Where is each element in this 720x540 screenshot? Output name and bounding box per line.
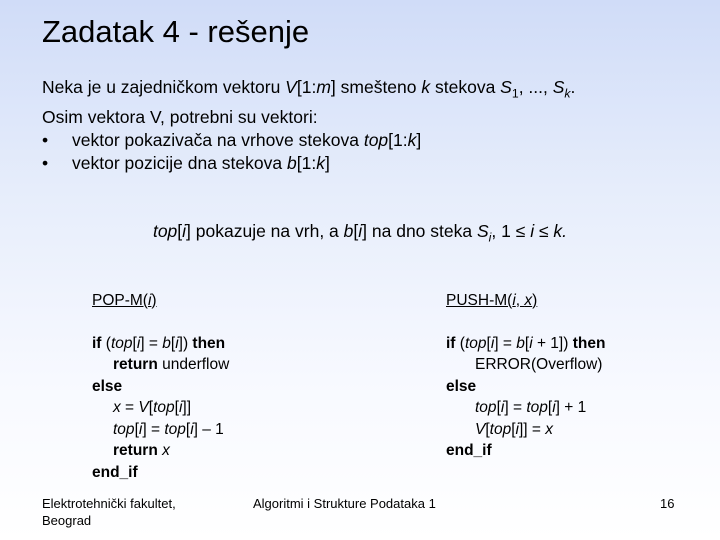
code-line	[446, 440, 605, 462]
code-line	[92, 462, 229, 484]
text: ]]	[182, 399, 192, 416]
text: [	[486, 334, 491, 352]
text: [	[148, 399, 154, 416]
text: (	[101, 334, 111, 352]
var-top: top	[153, 399, 175, 416]
text: ]	[416, 129, 422, 150]
text: .	[570, 77, 576, 97]
text: ] na dno steka	[362, 221, 477, 241]
text: [	[496, 399, 501, 416]
var-i: i	[512, 292, 516, 309]
var-i: i	[190, 420, 194, 438]
page-number: 16	[660, 496, 675, 511]
code-line	[92, 376, 229, 398]
var-top: top	[164, 420, 186, 438]
var-b: b	[516, 334, 525, 352]
var-V: V	[138, 399, 149, 416]
text: [	[547, 399, 553, 416]
var-b: b	[162, 334, 171, 352]
var-x: x	[157, 442, 170, 459]
intro-line-1	[42, 76, 712, 106]
text: ] =	[142, 420, 165, 438]
footer-institution	[42, 495, 176, 529]
text: ] – 1	[193, 420, 224, 438]
pop-m-algorithm	[92, 290, 229, 483]
var-V: V	[285, 77, 297, 97]
var-i: i	[525, 221, 539, 241]
var-top: top	[526, 399, 548, 416]
text: PUSH-M(	[446, 292, 513, 309]
var-k: k	[316, 152, 325, 173]
code-line	[446, 419, 605, 441]
code-line	[446, 376, 605, 398]
text: ] smešteno	[330, 77, 422, 97]
var-i: i	[136, 334, 141, 352]
text: + 1])	[532, 334, 573, 352]
keyword: else	[92, 377, 123, 395]
var-top: top	[464, 334, 487, 352]
slide-title: Zadatak 4 - rešenje	[42, 14, 310, 49]
code-line	[92, 354, 229, 376]
intro-text	[42, 76, 712, 175]
text: [	[511, 420, 516, 438]
text: [1:	[296, 152, 317, 173]
var-i: i	[147, 292, 152, 309]
text: )	[532, 292, 538, 309]
text: POP-M(	[92, 292, 148, 309]
var-top: top	[363, 129, 389, 150]
var-i: i	[500, 399, 505, 416]
footer-course: Algoritmi i Strukture Podataka 1	[253, 496, 436, 511]
text: [1:	[296, 77, 317, 97]
keyword: end_if	[446, 442, 492, 459]
var-S: S	[476, 221, 489, 241]
code-line	[92, 419, 229, 441]
subscript: i	[488, 230, 492, 245]
var-i: i	[178, 399, 183, 416]
bullet-item	[42, 129, 712, 152]
var-i: i	[182, 221, 187, 241]
var-x: x	[524, 292, 533, 309]
keyword: return	[113, 356, 158, 373]
le-symbol: ≤	[538, 221, 549, 241]
keyword: end_if	[92, 463, 138, 481]
var-x: x	[113, 399, 121, 416]
text: ]] =	[518, 420, 546, 438]
var-i: i	[175, 334, 179, 352]
bullet-marker: •	[42, 129, 49, 150]
var-S: S	[500, 77, 512, 97]
text: stekova	[430, 77, 501, 97]
text: =	[120, 399, 139, 416]
code-line	[92, 397, 229, 419]
text: vektor pokazivača na vrhove stekova	[72, 129, 364, 150]
keyword: then	[572, 334, 606, 352]
text: [	[170, 334, 176, 352]
bullet-item	[42, 152, 712, 175]
code-line	[92, 333, 229, 355]
text: [	[185, 420, 191, 438]
text: [	[132, 334, 137, 352]
text: , 1	[491, 221, 516, 241]
footer-line: Beograd	[42, 513, 92, 528]
text: )	[151, 292, 157, 309]
var-top: top	[489, 420, 512, 438]
text: ] =	[504, 399, 527, 416]
text: [	[134, 420, 139, 438]
var-S: S	[552, 77, 565, 97]
text: ] =	[140, 334, 163, 352]
text: [1:	[388, 129, 408, 150]
var-i: i	[515, 420, 519, 438]
var-b: b	[343, 221, 354, 241]
intro-line-2: Osim vektora V, potrebni su vektori:	[42, 106, 318, 127]
text: (	[455, 334, 465, 352]
var-top: top	[110, 334, 133, 352]
keyword: then	[192, 334, 226, 352]
var-k: k.	[548, 221, 568, 241]
text: [	[353, 221, 359, 241]
subscript: k	[564, 86, 571, 101]
text: ])	[178, 334, 193, 352]
statement	[0, 221, 720, 245]
var-b: b	[286, 152, 297, 173]
var-i: i	[358, 221, 363, 241]
text: vektor pozicije dna stekova	[72, 152, 287, 173]
text: [	[174, 399, 179, 416]
keyword: else	[446, 377, 477, 395]
text: ] pokazuje na vrh, a	[186, 221, 344, 241]
code-line	[446, 333, 605, 355]
code-line: ERROR(Overflow)	[475, 356, 603, 373]
var-V: V	[475, 420, 486, 438]
pop-heading	[92, 290, 229, 312]
var-i: i	[490, 334, 495, 352]
var-m: m	[316, 77, 331, 97]
text: , ...,	[518, 77, 553, 97]
push-m-algorithm	[446, 290, 605, 462]
footer-line: Elektrotehnički fakultet,	[42, 496, 176, 511]
text: [	[485, 420, 490, 438]
var-i: i	[529, 334, 533, 352]
text: [	[177, 221, 183, 241]
var-top: top	[475, 399, 497, 416]
text: ,	[515, 292, 525, 309]
text: ] + 1	[555, 399, 587, 416]
var-k: k	[407, 129, 417, 150]
le-symbol: ≤	[515, 221, 526, 241]
text: ]	[324, 152, 330, 173]
subscript: 1	[511, 86, 519, 101]
var-top: top	[152, 221, 178, 241]
var-i: i	[552, 399, 556, 416]
text: ] =	[494, 334, 517, 352]
keyword: return	[113, 442, 158, 459]
text: [	[524, 334, 530, 352]
var-i: i	[138, 420, 143, 438]
text: Neka je u zajedničkom vektoru	[42, 77, 286, 97]
text: underflow	[157, 356, 230, 373]
var-k: k	[421, 77, 431, 97]
code-line	[446, 397, 605, 419]
push-heading	[446, 290, 605, 312]
code-line	[92, 440, 229, 462]
bullet-marker: •	[42, 152, 49, 173]
keyword: if	[92, 334, 102, 352]
var-x: x	[545, 420, 554, 438]
keyword: if	[446, 334, 456, 352]
var-top: top	[113, 420, 135, 438]
